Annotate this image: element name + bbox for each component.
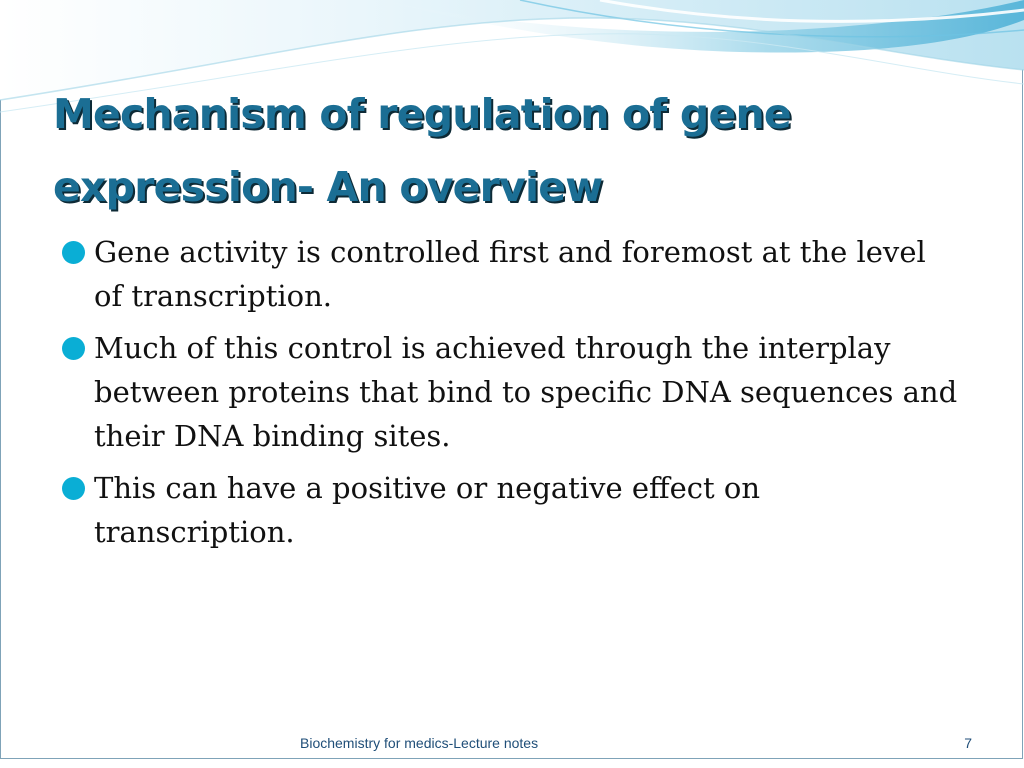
slide-footer — [0, 725, 1024, 759]
bullet-dot-icon — [62, 477, 85, 500]
slide-title-line-1: Mechanism of regulation of gene — [53, 90, 791, 138]
bullet-text: Gene activity is controlled first and foremost at the level of transcription. — [94, 235, 926, 313]
bullet-item — [60, 466, 960, 554]
footer-text: Biochemistry for medics-Lecture notes — [300, 735, 539, 751]
bullet-dot-icon — [62, 337, 85, 360]
bullet-text: This can have a positive or negative effect on transcription. — [94, 471, 761, 549]
bullet-dot-icon — [62, 241, 85, 264]
bullet-text: Much of this control is achieved through the interplay between proteins that bind to specific DNA sequences and their DNA binding sites. — [94, 331, 958, 453]
slide-title — [53, 78, 953, 224]
slide-title-line-2: expression- An overview — [53, 163, 603, 211]
bullet-item — [60, 326, 960, 458]
bullet-list — [60, 230, 960, 562]
page-number: 7 — [964, 735, 972, 751]
bullet-item — [60, 230, 960, 318]
